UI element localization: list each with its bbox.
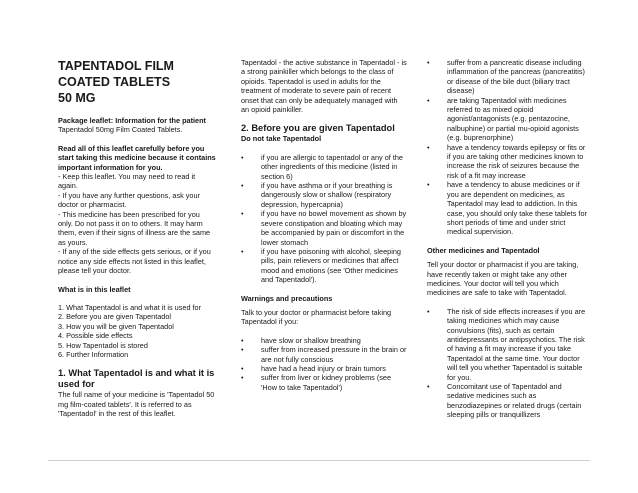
column-3 bbox=[427, 58, 587, 420]
warnings-intro: Talk to your doctor or pharmacist before taking Tapentadol if you: bbox=[241, 307, 392, 327]
section-1-heading: 1. What Tapentadol is and what it is used for bbox=[58, 368, 215, 390]
list-item: • have a tendency towards epilepsy or fits or if you are taking other medicines known to increase the risk of seizures because the risk of a fit may increase bbox=[427, 143, 587, 181]
interactions-list bbox=[427, 307, 587, 420]
toc-item: 2. Before you are given Tapentadol bbox=[58, 312, 172, 322]
document-title bbox=[58, 58, 216, 106]
toc-heading: What is in this leaflet bbox=[58, 284, 131, 294]
title-line: TAPENTADOL FILM bbox=[58, 59, 174, 73]
other-medicines-body: Tell your doctor or pharmacist if you are taking, have recently taken or might take any other medicines. Your doctor will tell you which medicines are safe to take with Tapentadol. bbox=[427, 260, 579, 298]
other-medicines-heading: Other medicines and Tapentadol bbox=[427, 245, 540, 255]
list-item: • if you have poisoning with alcohol, sleeping pills, pain relievers or medicines that affect mood and emotions (see 'Other medicines and Tapentadol'). bbox=[241, 247, 407, 285]
read-leaflet-heading: Read all of this leaflet carefully before you start taking this medicine because it contains important information for you. bbox=[58, 143, 216, 172]
list-item: • Concomitant use of Tapentadol and sedative medicines such as benzodiazepines or related drugs (certain sleeping pills or tranquillizers bbox=[427, 382, 587, 420]
column-2 bbox=[241, 58, 407, 392]
list-item: • The risk of side effects increases if you are taking medicines which may cause convulsions (fits), such as certain antidepressants or antipsychotics. The risk of having a fit may increase if you take Tapentadol at the same time. Your doctor will tell you whether Tapentadol is suitable for you. bbox=[427, 307, 587, 382]
warnings-list bbox=[241, 336, 407, 392]
read-point: - If any of the side effects gets serious, or if you notice any side effects not listed in this leaflet, please tell your doctor. bbox=[58, 247, 211, 276]
toc-item: 6. Further Information bbox=[58, 349, 129, 359]
list-item: • suffer from a pancreatic disease including inflammation of the pancreas (pancreatitis) or disease of the bile duct (biliary tract disease) bbox=[427, 58, 587, 96]
do-not-take-list bbox=[241, 153, 407, 285]
toc-item: 4. Possible side effects bbox=[58, 331, 133, 341]
column-1 bbox=[58, 58, 216, 419]
list-item: • have slow or shallow breathing bbox=[241, 336, 407, 345]
list-item: • if you are allergic to tapentadol or any of the other ingredients of this medicine (listed in section 6) bbox=[241, 153, 407, 181]
toc-item: 5. How Tapentadol is stored bbox=[58, 340, 148, 350]
title-line: 50 MG bbox=[58, 91, 96, 105]
list-item: • if you have no bowel movement as shown by severe constipation and bloating which may be accompanied by pain or discomfort in the lower stomach bbox=[241, 209, 407, 247]
toc-item: 1. What Tapentadol is and what it is used for bbox=[58, 302, 202, 312]
precautions-list bbox=[427, 58, 587, 237]
title-line: COATED TABLETS bbox=[58, 75, 171, 89]
toc-item: 3. How you will be given Tapentadol bbox=[58, 321, 174, 331]
section-1-body: The full name of your medicine is 'Tapentadol 50 mg film-coated tablets'. It is referred to as 'Tapentadol' in the rest of this leaflet. bbox=[58, 390, 215, 419]
list-item: • are taking Tapentadol with medicines referred to as mixed opioid agonist/antagonists (e.g. pentazocine, nalbuphine) or partial mu-opioid agonists (e.g. buprenorphine) bbox=[427, 96, 587, 143]
read-point: - This medicine has been prescribed for you only. Do not pass it on to others. It may harm them, even if their signs of illness are the same as yours. bbox=[58, 209, 211, 247]
footer-divider bbox=[48, 460, 590, 461]
list-item: • have a tendency to abuse medicines or if you are dependent on medicines, as Tapentadol may lead to addiction. In this case, you should only take these tablets for short periods of time and under strict medical supervision. bbox=[427, 180, 587, 236]
list-item: • suffer from liver or kidney problems (see 'How to take Tapentadol') bbox=[241, 373, 407, 392]
read-point: - Keep this leaflet. You may need to read it again. bbox=[58, 172, 196, 191]
package-leaflet-heading: Package leaflet: Information for the patient bbox=[58, 116, 206, 125]
read-point: - If you have any further questions, ask your doctor or pharmacist. bbox=[58, 190, 200, 210]
package-leaflet-subtitle: Tapentadol 50mg Film Coated Tablets. bbox=[58, 125, 183, 135]
warnings-heading: Warnings and precautions bbox=[241, 293, 333, 303]
do-not-take-heading: Do not take Tapentadol bbox=[241, 134, 322, 144]
section-2-heading: 2. Before you are given Tapentadol bbox=[241, 123, 395, 134]
list-item: • suffer from increased pressure in the brain or are not fully conscious bbox=[241, 345, 407, 364]
list-item: • if you have asthma or if your breathing is dangerously slow or shallow (respiratory depression, hypercapnia) bbox=[241, 181, 407, 209]
list-item: • have had a head injury or brain tumors bbox=[241, 364, 407, 373]
intro-paragraph: Tapentadol - the active substance in Tapentadol - is a strong painkiller which belongs to the class of opioids. Tapentadol is used in adults for the treatment of moderate to severe pain of recent onset that can only be adequately managed with an opioid painkiller. bbox=[241, 58, 407, 115]
